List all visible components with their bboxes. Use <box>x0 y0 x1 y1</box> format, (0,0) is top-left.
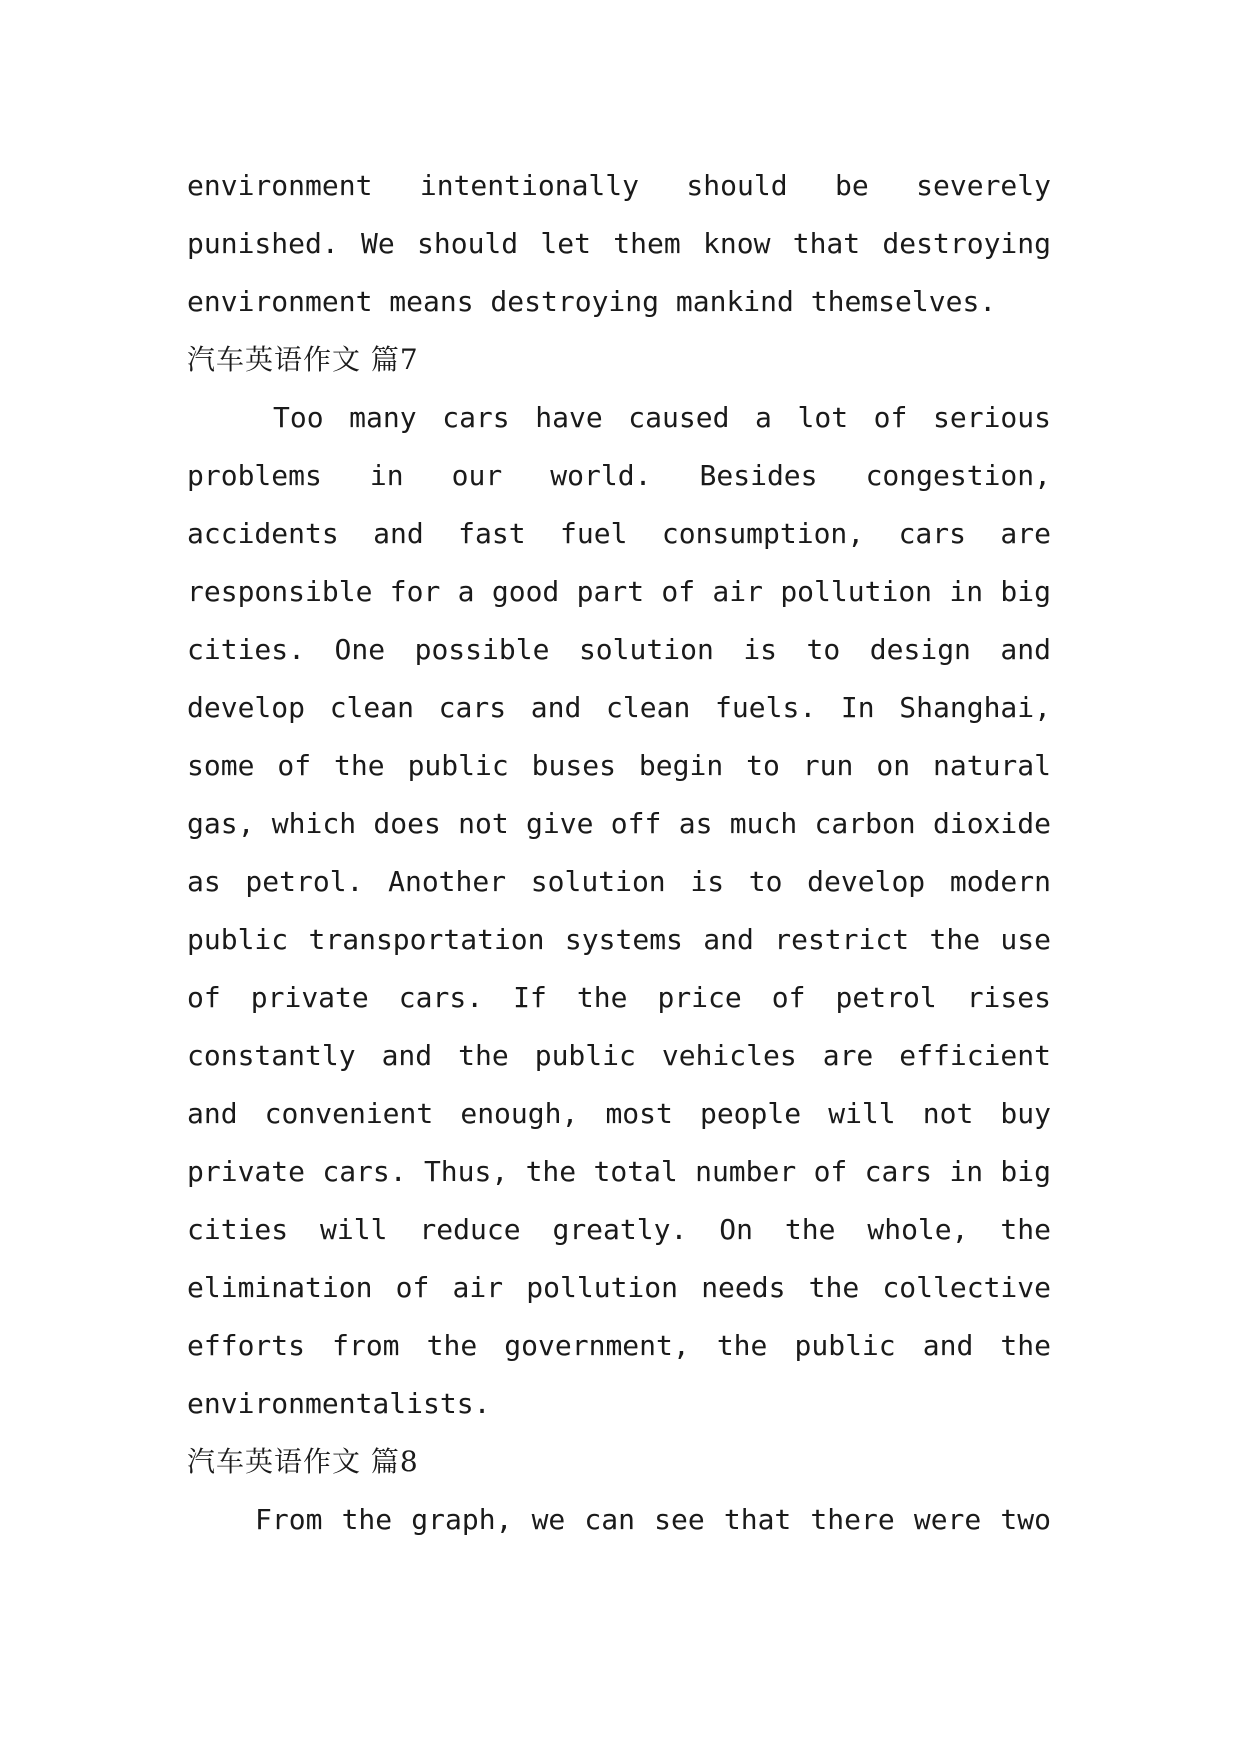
text-line: elimination of air pollution needs the collective <box>187 1271 1051 1304</box>
text-line: public transportation systems and restrict the use <box>187 923 1051 956</box>
text-line: as petrol. Another solution is to develop modern <box>187 865 1051 898</box>
text-line: private cars. Thus, the total number of cars in big <box>187 1155 1051 1188</box>
section-heading: 汽车英语作文 篇8 <box>187 1445 419 1478</box>
text-line: some of the public buses begin to run on natural <box>187 749 1051 782</box>
text-line: efforts from the government, the public and the <box>187 1329 1051 1362</box>
text-line: environment means destroying mankind themselves. <box>187 285 997 318</box>
text-line: develop clean cars and clean fuels. In Shanghai, <box>187 691 1051 724</box>
text-line: constantly and the public vehicles are efficient <box>187 1039 1051 1072</box>
text-line: accidents and fast fuel consumption, cars are <box>187 517 1051 550</box>
text-line: and convenient enough, most people will not buy <box>187 1097 1051 1130</box>
text-line: responsible for a good part of air pollution in big <box>187 575 1051 608</box>
text-line: From the graph, we can see that there were two <box>255 1503 1051 1536</box>
text-line: problems in our world. Besides congestion, <box>187 459 1051 492</box>
text-line: punished. We should let them know that destroying <box>187 227 1051 260</box>
text-line: environmentalists. <box>187 1387 491 1420</box>
text-line: cities. One possible solution is to design and <box>187 633 1051 666</box>
section-heading: 汽车英语作文 篇7 <box>187 343 419 376</box>
text-line: gas, which does not give off as much carbon dioxide <box>187 807 1051 840</box>
text-line: cities will reduce greatly. On the whole, the <box>187 1213 1051 1246</box>
text-line: of private cars. If the price of petrol rises <box>187 981 1051 1014</box>
text-line: Too many cars have caused a lot of serious <box>273 401 1051 434</box>
document-body <box>187 157 1051 1549</box>
text-line: environment intentionally should be severely <box>187 169 1051 202</box>
